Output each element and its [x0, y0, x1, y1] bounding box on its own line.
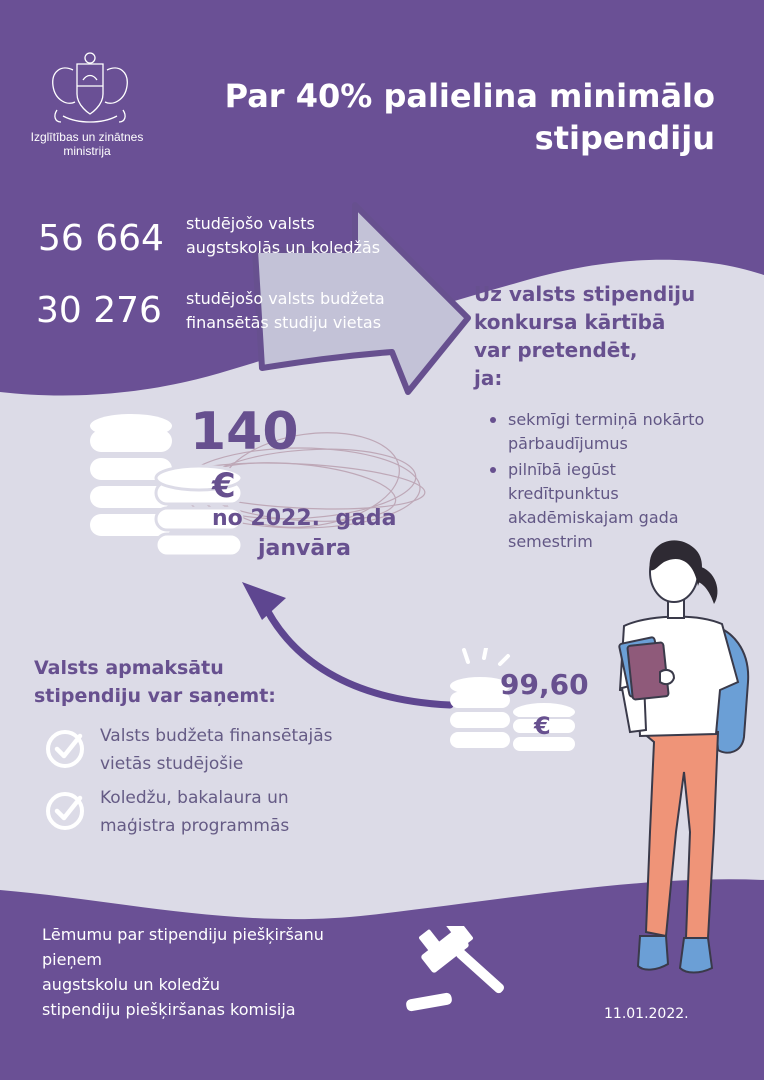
stat-desc-line1: studējošo valsts: [186, 214, 315, 233]
eligible-line: vietās studējošie: [100, 754, 244, 774]
eligible-line: maģistra programmās: [100, 816, 290, 836]
condition-line: pilnībā iegūst: [508, 460, 616, 479]
conditions-title-line3: var pretendēt,: [474, 338, 638, 362]
checkmark-circle-icon: [44, 790, 86, 832]
eligible-line: Valsts budžeta finansētajās: [100, 726, 333, 746]
footer-line1: Lēmumu par stipendiju piešķiršanu: [42, 925, 324, 944]
condition-line: pārbaudījumus: [508, 434, 628, 453]
coin-stack-icon: [440, 648, 580, 758]
condition-line: sekmīgi termiņā nokārto: [508, 410, 705, 429]
condition-line: kredītpunktus: [508, 484, 619, 503]
new-amount-currency: €: [212, 466, 236, 506]
title-line2: stipendiju: [534, 119, 715, 157]
stat-number-budget: 30 276: [36, 290, 162, 331]
footer-line3: augstskolu un koledžu: [42, 975, 221, 994]
footer-line4: stipendiju piešķiršanas komisija: [42, 1000, 296, 1019]
student-illustration: [594, 532, 764, 992]
stat-desc-students: [186, 212, 426, 260]
stat-desc-budget: [186, 287, 426, 335]
eligible-item: [100, 722, 400, 778]
eligible-title: [34, 654, 276, 710]
old-amount-currency: €: [534, 712, 551, 740]
stat-desc-line2: augstskolās un koledžās: [186, 238, 381, 257]
new-amount-since-line2: janvāra: [258, 536, 351, 561]
stat-desc-line2: finansētās studiju vietas: [186, 313, 382, 332]
new-amount-value: 140: [190, 402, 299, 462]
eligible-title-line1: Valsts apmaksātu: [34, 657, 224, 679]
conditions-title: [474, 280, 734, 392]
eligible-line: Koledžu, bakalaura un: [100, 788, 289, 808]
curved-arrow-head: [242, 582, 286, 620]
date: 11.01.2022.: [604, 1006, 689, 1022]
page-title: [190, 75, 715, 159]
conditions-title-line2: konkursa kārtībā: [474, 310, 666, 334]
ministry-line2: ministrija: [63, 144, 111, 158]
stat-desc-line1: studējošo valsts budžeta: [186, 289, 385, 308]
conditions-title-line1: Uz valsts stipendiju: [474, 282, 696, 306]
title-line1: Par 40% palielina minimālo: [224, 77, 715, 115]
new-amount-since-line1: no 2022. gada: [212, 506, 397, 531]
coat-of-arms-icon: [43, 50, 137, 128]
eligible-title-line2: stipendiju var saņemt:: [34, 685, 276, 707]
checkmark-circle-icon: [44, 728, 86, 770]
eligible-item: [100, 784, 400, 840]
footer-line2: pieņem: [42, 950, 103, 969]
conditions-title-line4: ja:: [474, 366, 503, 390]
ministry-line1: Izglītības un zinātnes: [30, 130, 144, 144]
ministry-name: [18, 130, 156, 158]
old-amount-value: 99,60: [500, 668, 589, 701]
condition-line: akadēmiskajam gada: [508, 508, 679, 527]
stat-number-students: 56 664: [38, 218, 164, 259]
condition-line: semestrim: [508, 532, 593, 551]
footer-text: [42, 922, 402, 1022]
curved-arrow: [262, 600, 450, 705]
gavel-icon: [404, 926, 514, 1018]
condition-item: [488, 408, 748, 456]
